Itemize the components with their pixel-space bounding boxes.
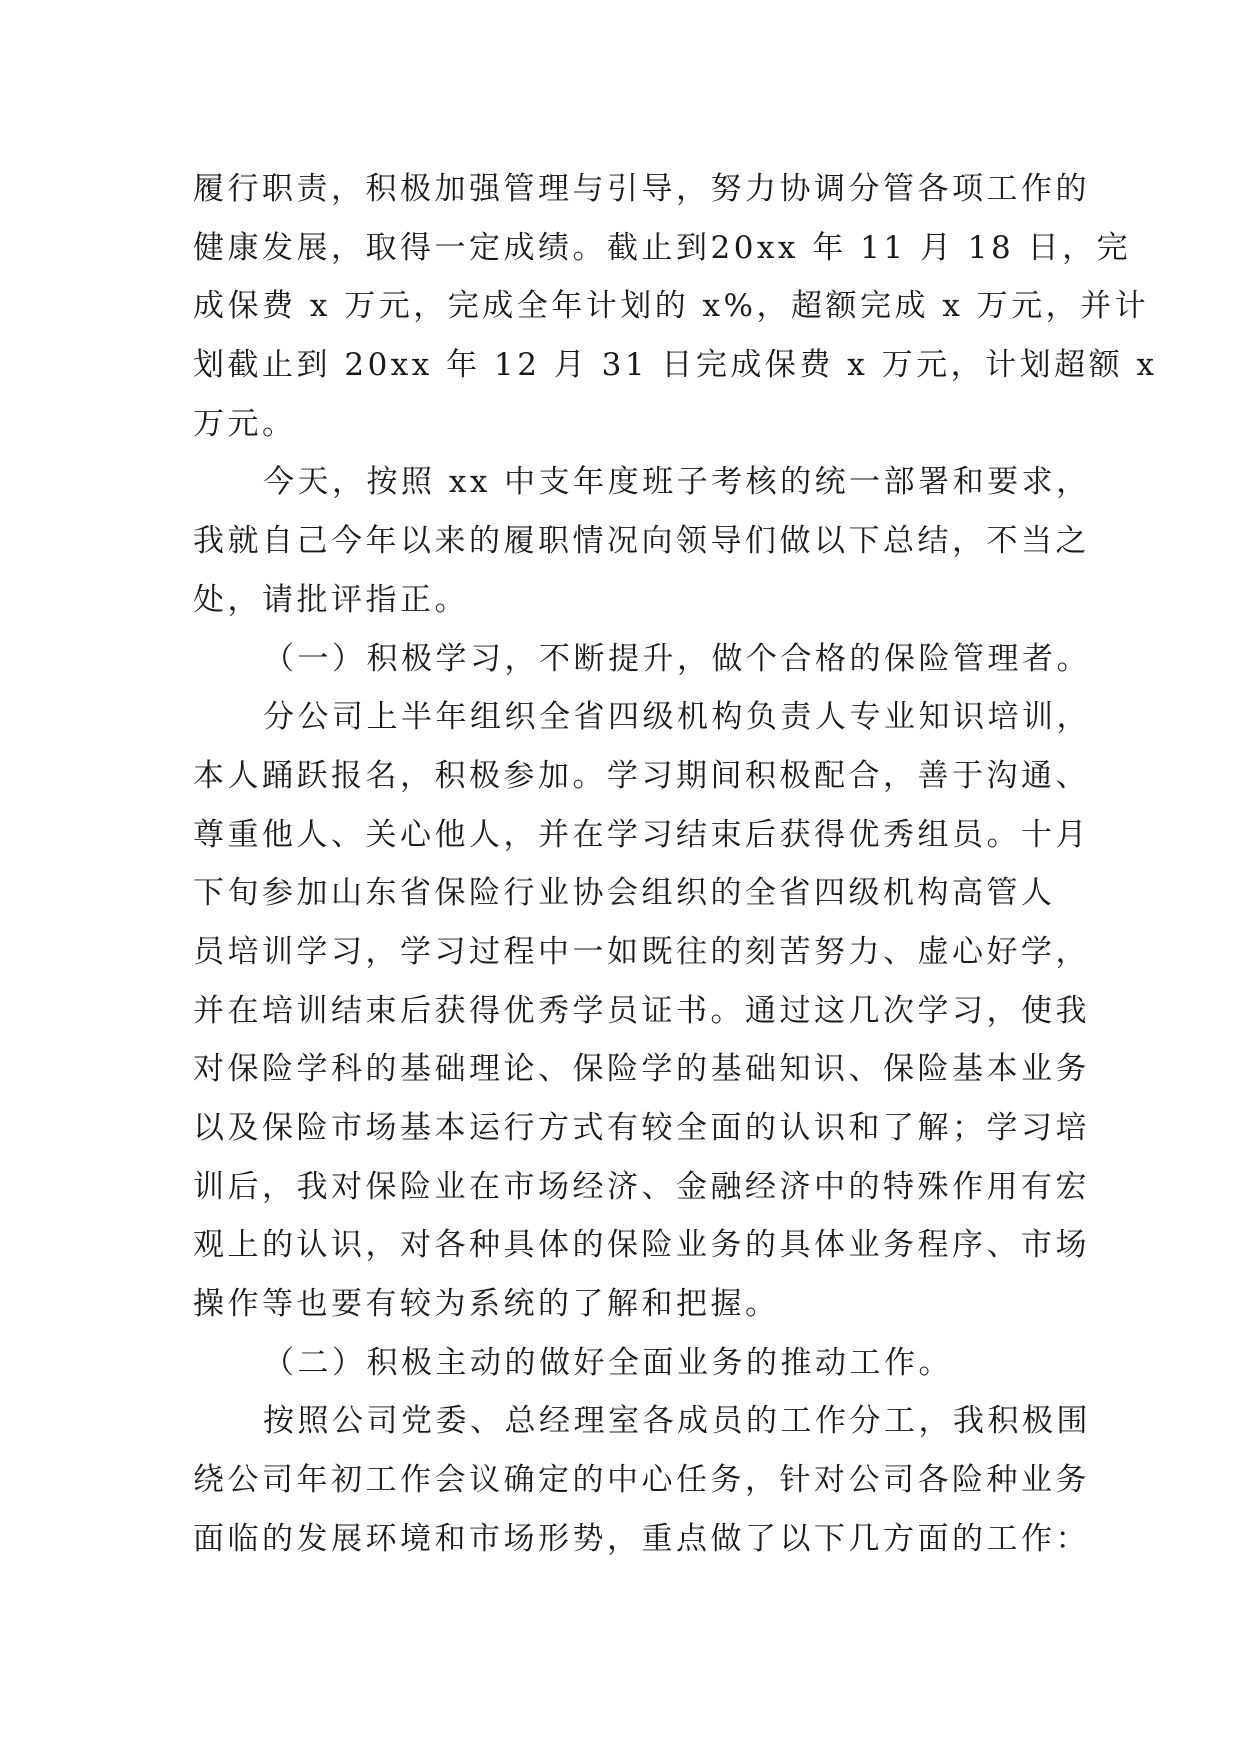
paragraph-line: 本人踊跃报名，积极参加。学习期间积极配合，善于沟通、 bbox=[193, 757, 1090, 794]
paragraph-line: 分公司上半年组织全省四级机构负责人专业知识培训， bbox=[263, 699, 1091, 736]
paragraph-line: 划截止到 20xx 年 12 月 31 日完成保费 x 万元，计划超额 x bbox=[193, 347, 1158, 384]
paragraph-line: 以及保险市场基本运行方式有较全面的认识和了解；学习培 bbox=[193, 1110, 1090, 1146]
paragraph-line: 万元。 bbox=[193, 405, 297, 442]
paragraph-line: 我就自己今年以来的履职情况向领导们做以下总结，不当之 bbox=[193, 523, 1090, 560]
paragraph-line: 对保险学科的基础理论、保险学的基础知识、保险基本业务 bbox=[193, 1051, 1090, 1088]
paragraph-line: 训后，我对保险业在市场经济、金融经济中的特殊作用有宏 bbox=[193, 1168, 1090, 1205]
paragraph-line: 健康发展，取得一定成绩。截止到20xx 年 11 月 18 日，完 bbox=[193, 229, 1132, 266]
paragraph-line: 按照公司党委、总经理室各成员的工作分工，我积极围 bbox=[263, 1403, 1091, 1440]
paragraph-line: 绕公司年初工作会议确定的中心任务，针对公司各险种业务 bbox=[193, 1462, 1090, 1499]
paragraph-line: 下旬参加山东省保险行业协会组织的全省四级机构高管人 bbox=[193, 875, 1056, 912]
paragraph-line: 观上的认识，对各种具体的保险业务的具体业务程序、市场 bbox=[193, 1227, 1090, 1264]
paragraph-line: 履行职责，积极加强管理与引导，努力协调分管各项工作的 bbox=[193, 171, 1090, 207]
paragraph-line: 今天，按照 xx 中支年度班子考核的统一部署和要求， bbox=[263, 464, 1091, 501]
paragraph-line: 处，请批评指正。 bbox=[193, 581, 469, 618]
paragraph-line: 成保费 x 万元，完成全年计划的 x%，超额完成 x 万元，并计 bbox=[193, 288, 1150, 325]
paragraph-line: 尊重他人、关心他人，并在学习结束后获得优秀组员。十月 bbox=[193, 816, 1090, 853]
paragraph-line: 操作等也要有较为系统的了解和把握。 bbox=[193, 1286, 780, 1323]
paragraph-line: 并在培训结束后获得优秀学员证书。通过这几次学习，使我 bbox=[193, 992, 1090, 1029]
paragraph-line: 面临的发展环境和市场形势，重点做了以下几方面的工作： bbox=[193, 1520, 1090, 1557]
section-heading-1: （一）积极学习，不断提升，做个合格的保险管理者。 bbox=[263, 640, 1091, 677]
section-heading-2: （二）积极主动的做好全面业务的推动工作。 bbox=[263, 1344, 953, 1381]
paragraph-line: 员培训学习，学习过程中一如既往的刻苦努力、虚心好学， bbox=[193, 933, 1090, 970]
document-body bbox=[193, 160, 1158, 1569]
